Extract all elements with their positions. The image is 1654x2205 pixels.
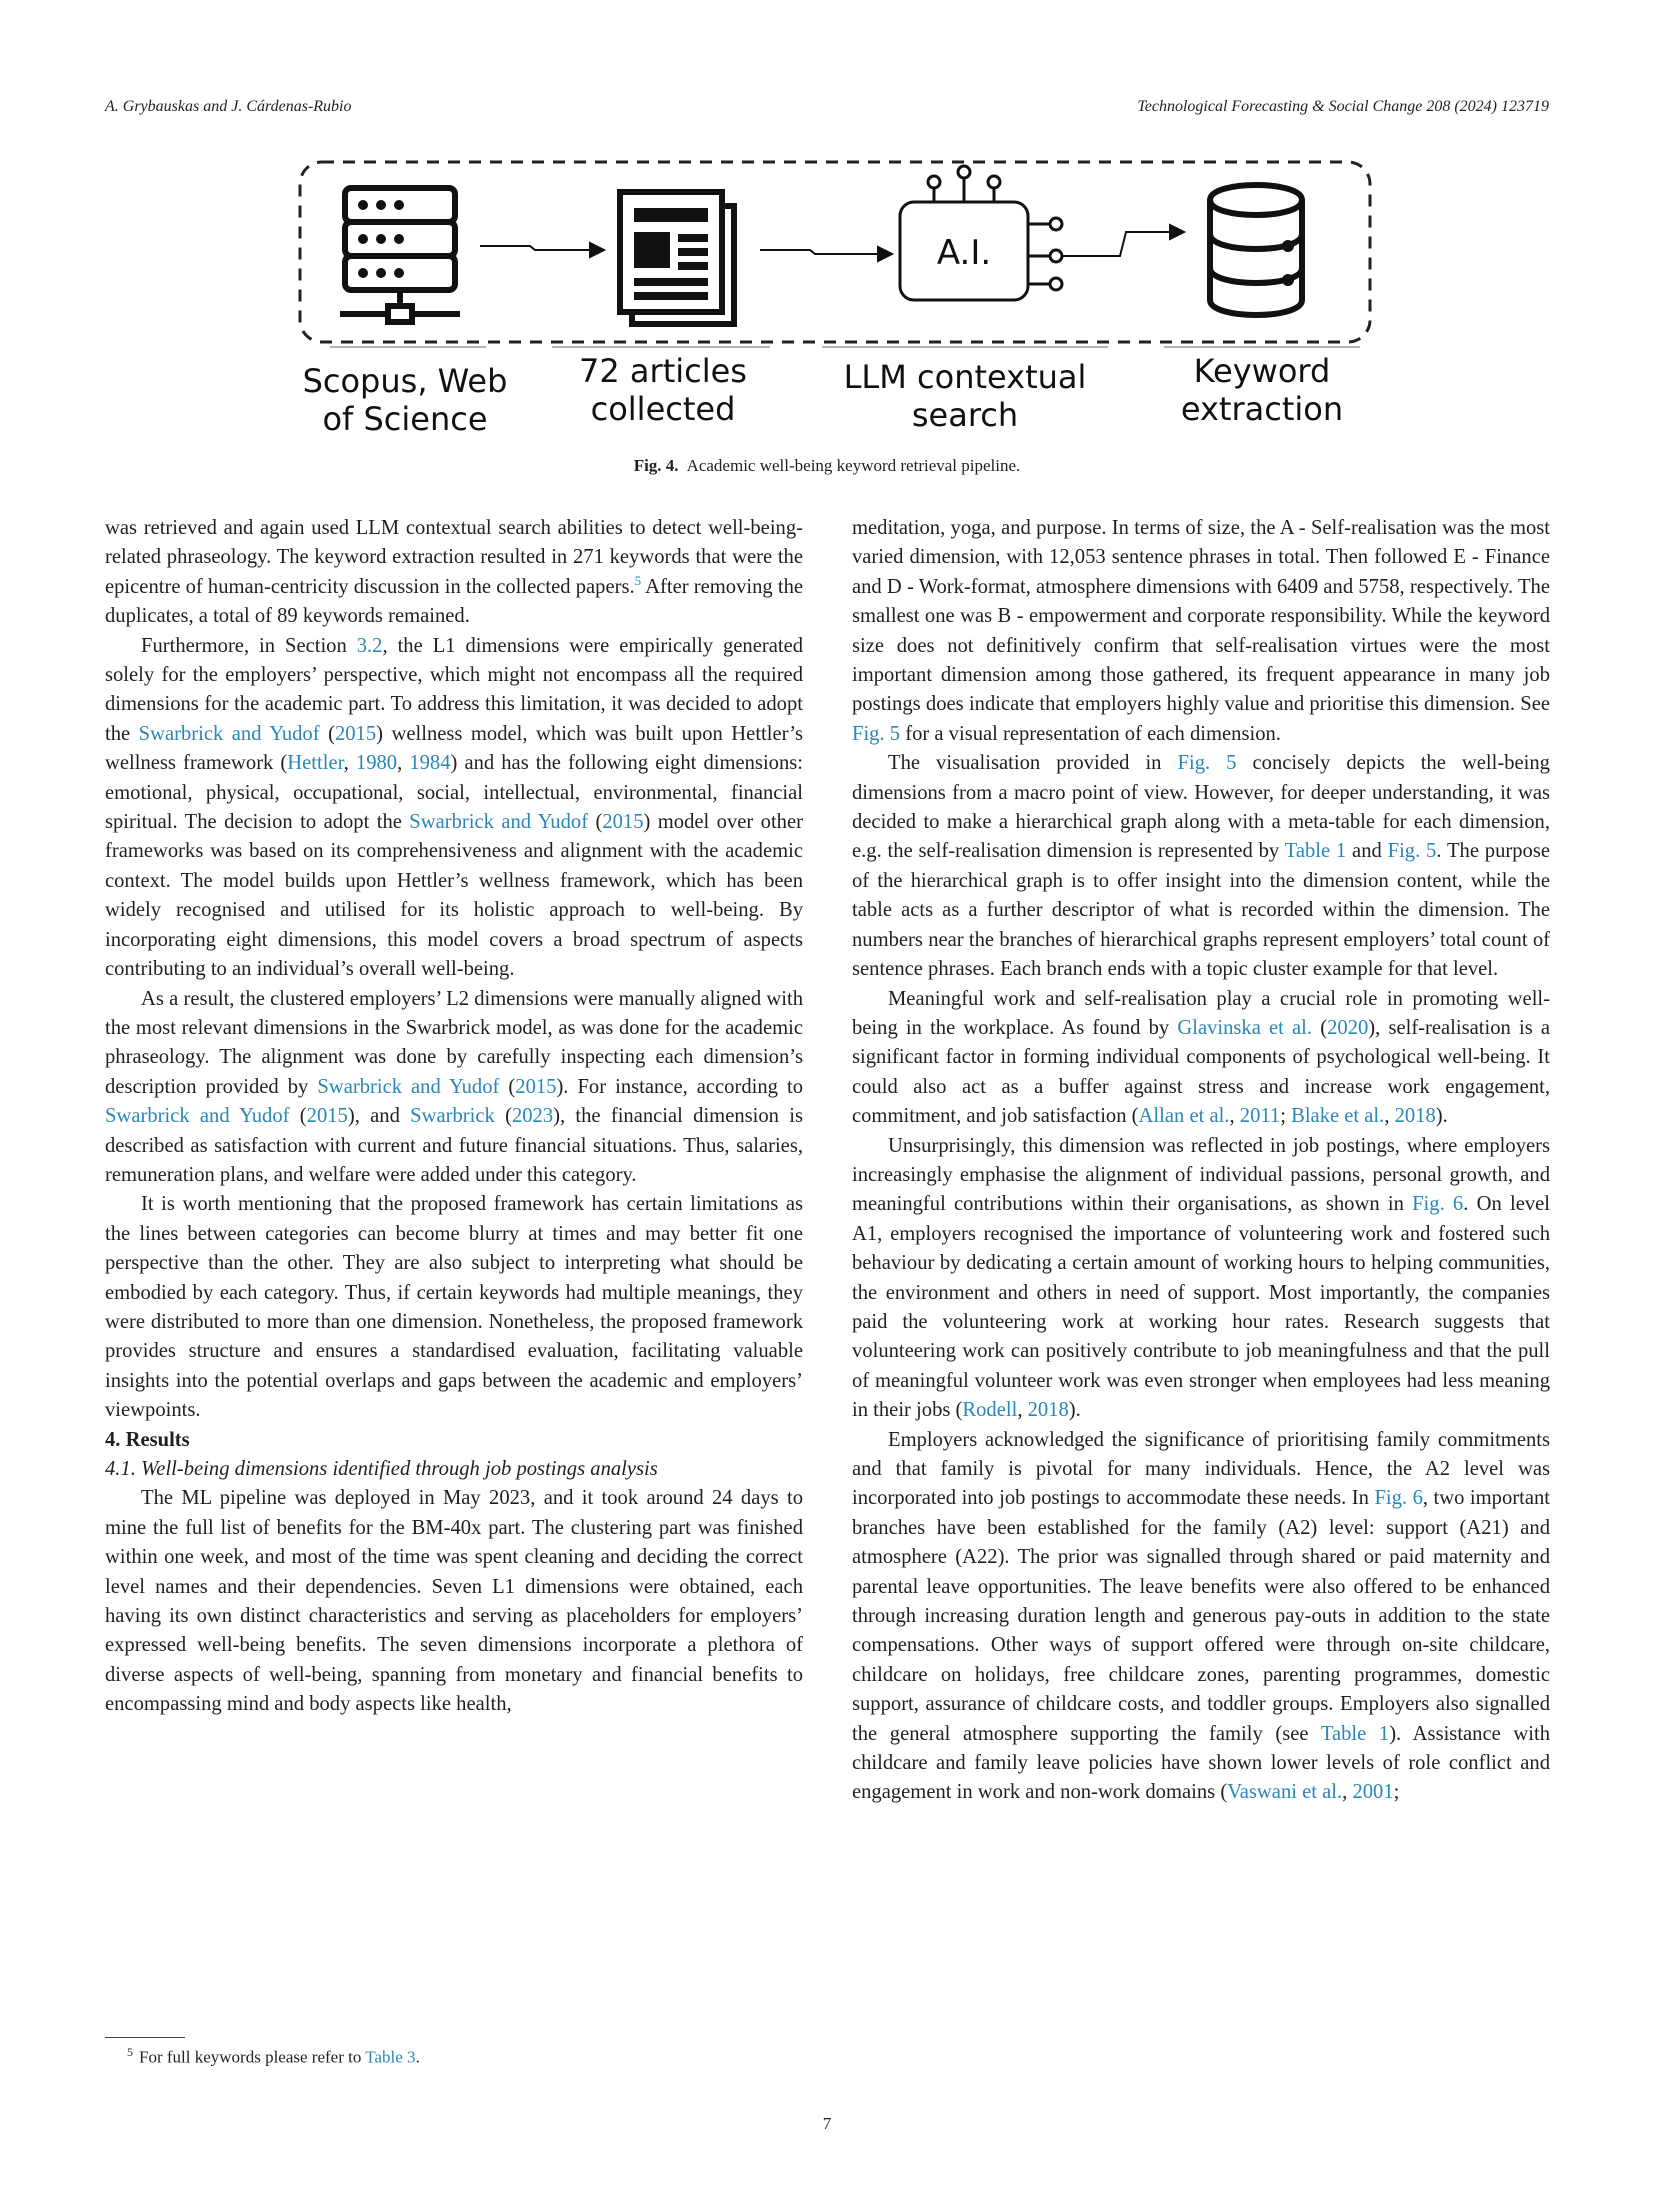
figure-link[interactable]: Fig. 5 — [852, 722, 901, 745]
citation-link[interactable]: 2015 — [602, 811, 644, 834]
footnote-rule — [105, 2037, 185, 2038]
citation-link[interactable]: 2011 — [1239, 1105, 1281, 1128]
arrow-2 — [760, 247, 892, 261]
citation-link[interactable]: 2015 — [334, 722, 377, 745]
paragraph: The visualisation provided in Fig. 5 concisely depicts the well-being dimensions from a macro point of view. However, for deeper understanding, it was decided to make a hierarchical graph along with a meta-table for each dimension, e.g. the self-realisation dimension is represented by Table 1 and Fig. 5. The purpose of the hierarchical graph is to offer insight into the dimension content, while the table acts as a further descriptor of what is recorded within the dimension. The numbers near the branches of hierarchical graphs represent employers’ total count of sentence phrases. Each branch ends with a topic cluster example for that level. — [852, 752, 1550, 981]
paragraph: Meaningful work and self-realisation play a crucial role in promoting well-being in the workplace. As found by Glavinska et al. (2020), self-realisation is a significant factor in forming individual components of psychological well-being. It could also act as a buffer against stress and increase work engagement, commitment, and job satisfaction (Allan et al., 2011; Blake et al., 2018). — [852, 987, 1551, 1128]
citation-link[interactable]: Allan et al. — [1138, 1105, 1230, 1128]
footnote-marker[interactable]: 5 — [634, 572, 642, 588]
citation-link[interactable]: 2020 — [1327, 1016, 1369, 1039]
citation-link[interactable]: 2018 — [1394, 1105, 1436, 1128]
citation-link[interactable]: Glavinska et al. — [1177, 1016, 1313, 1039]
paragraph: The ML pipeline was deployed in May 2023, and it took around 24 days to mine the full list of benefits for the BM-40x part. The clustering part was finished within one week, and most of the time was spent cleaning and deciding the correct level names and their dependencies. Seven L1 dimensions were obtained, each having its own distinct characteristics and serving as placeholders for employers’ expressed well-being benefits. The seven dimensions incorporate a plethora of diverse aspects of well-being, spanning from monetary and financial benefits to encompassing mind and body aspects like health, — [105, 1487, 803, 1716]
figure-label-sources: Scopus, Web of Science — [302, 362, 508, 438]
footnote: $^5$ For full keywords please refer to Table 3. — [127, 2045, 420, 2067]
figure-caption-text: Academic well-being keyword retrieval pipeline. — [686, 456, 1021, 475]
citation-link[interactable]: Swarbrick and Yudof — [105, 1105, 290, 1128]
citation-link[interactable]: 2023 — [511, 1105, 554, 1128]
ai-chip-icon — [900, 166, 1062, 300]
figure-label-keywords: Keyword extraction — [1180, 352, 1344, 428]
table-link[interactable]: Table 1 — [1284, 840, 1347, 863]
arrow-1 — [480, 243, 604, 257]
section-link[interactable]: 3.2 — [356, 634, 383, 657]
citation-link[interactable]: Rodell — [962, 1399, 1018, 1422]
citation-link[interactable]: Swarbrick — [410, 1105, 495, 1128]
running-header-authors: A. Grybauskas and J. Cárdenas-Rubio — [105, 98, 352, 115]
database-icon — [1210, 185, 1302, 315]
citation-link[interactable]: 1984 — [409, 752, 451, 775]
right-column — [852, 514, 1550, 1808]
newspaper-icon — [620, 192, 734, 324]
figure-divider-2 — [552, 346, 770, 348]
citation-link[interactable]: 2015 — [306, 1105, 348, 1128]
arrow-3 — [1062, 225, 1184, 256]
figure-divider-1 — [330, 346, 486, 348]
subsection-heading: 4.1. Well-being dimensions identified through job postings analysis — [105, 1458, 658, 1480]
citation-link[interactable]: 2015 — [515, 1075, 557, 1098]
paragraph: Furthermore, in Section 3.2, the L1 dimensions were empirically generated solely for the employers’ perspective, which might not encompass all the required dimensions for the academic part. To address this limitation, it was decided to adopt the Swarbrick and Yudof (2015) wellness model, which was built upon Hettler’s wellness framework (Hettler, 1980, 1984) and has the following eight dimensions: emotional, physical, occupational, social, intellectual, environmental, financial spiritual. The decision to adopt the Swarbrick and Yudof (2015) model over other frameworks was based on its comprehensiveness and alignment with the academic context. The model builds upon Hettler’s wellness framework, which has been widely recognised and utilised for its holistic approach to well-being. By incorporating eight dimensions, this model covers a broad spectrum of aspects contributing to an individual’s overall well-being. — [105, 634, 804, 981]
citation-link[interactable]: Hettler — [287, 752, 344, 775]
paragraph: It is worth mentioning that the proposed framework has certain limitations as the lines between categories can become blurry at times and may better fit one perspective than the other. They are also subject to interpreting what should be embodied by each category. Thus, if certain keywords had multiple meanings, they were distributed to more than one dimension. Nonetheless, the proposed framework provides structure and ensures a standardised evaluation, facilitating valuable insights into the potential overlaps and gaps between the academic and employers’ viewpoints. — [105, 1193, 803, 1422]
paragraph: Employers acknowledged the significance of prioritising family commitments and that family is pivotal for many individuals. Hence, the A2 level was incorporated into job postings to accommodate these needs. In Fig. 6, two important branches have been established for the family (A2) level: support (A21) and atmosphere (A22). The prior was signalled through shared or paid maternity and parental leave opportunities. The leave benefits were also offered to be enhanced through increasing duration length and generous pay-outs in addition to the state compensations. Other ways of support offered were through on-site childcare, childcare on holidays, free childcare zones, parenting programmes, domestic support, assurance of childcare costs, and toddler groups. Employers also signalled the general atmosphere supporting the family (see Table 1). Assistance with childcare and family leave policies have shown lower levels of role conflict and engagement in work and non-work domains (Vaswani et al., 2001; — [852, 1428, 1550, 1804]
citation-link[interactable]: Blake et al. — [1291, 1105, 1385, 1128]
paragraph: was retrieved and again used LLM contextual search abilities to detect well-being-related phraseology. The keyword extraction resulted in 271 keywords that were the epicentre of human-centricity discussion in the collected papers.$^5$ After removing the duplicates, a total of 89 keywords remained. — [105, 517, 804, 628]
figure-caption-label: Fig. 4. — [633, 456, 679, 475]
figure-caption — [0, 456, 1654, 476]
footnote-text: For full keywords please refer to — [139, 2047, 366, 2067]
citation-link[interactable]: Swarbrick and Yudof — [317, 1075, 500, 1098]
citation-link[interactable]: Swarbrick and Yudof — [409, 811, 589, 834]
figure-link[interactable]: Fig. 6 — [1412, 1193, 1464, 1216]
citation-link[interactable]: 2001 — [1352, 1781, 1394, 1804]
paragraph: As a result, the clustered employers’ L2 dimensions were manually aligned with the most relevant dimensions in the Swarbrick model, as was done for the academic phraseology. The alignment was done by carefully inspecting each dimension’s description provided by Swarbrick and Yudof (2015). For instance, according to Swarbrick and Yudof (2015), and Swarbrick (2023), the financial dimension is described as satisfaction with current and future financial situations. Thus, salaries, remuneration plans, and welfare were added under this category. — [105, 987, 803, 1186]
figure-link[interactable]: Fig. 5 — [1387, 840, 1437, 863]
citation-link[interactable]: Vaswani et al. — [1227, 1781, 1343, 1804]
citation-link[interactable]: 2018 — [1027, 1399, 1069, 1422]
table-link[interactable]: Table 1 — [1320, 1722, 1390, 1745]
running-header-journal: Technological Forecasting & Social Change 208 (2024) 123719 — [1137, 98, 1549, 115]
pipeline-figure — [290, 150, 1380, 450]
section-heading: 4. Results — [105, 1428, 190, 1451]
paragraph: meditation, yoga, and purpose. In terms of size, the A - Self-realisation was the most varied dimension, with 12,053 sentence phrases in total. Then followed E - Finance and D - Work-format, atmosphere dimensions with 6409 and 5758, respectively. The smallest one was B - empowerment and corporate responsibility. While the keyword size does not definitively confirm that self-realisation virtues were the most important dimension among those gathered, its frequent appearance in many job postings does indicate that employers highly value and prioritise this dimension. See Fig. 5 for a visual representation of each dimension. — [852, 517, 1550, 745]
left-column — [105, 514, 803, 1720]
page-number: 7 — [822, 2114, 832, 2133]
server-icon — [340, 188, 460, 322]
figure-label-llm: LLM contextual search — [843, 358, 1087, 434]
figure-link[interactable]: Fig. 6 — [1374, 1487, 1423, 1510]
figure-link[interactable]: Fig. 5 — [1177, 752, 1237, 775]
figure-divider-4 — [1164, 346, 1360, 348]
figure-label-articles: 72 articles collected — [579, 352, 747, 428]
citation-link[interactable]: 1980 — [355, 752, 398, 775]
figure-divider-3 — [822, 346, 1108, 348]
table-link[interactable]: Table 3 — [365, 2047, 416, 2067]
citation-link[interactable]: Swarbrick and Yudof — [138, 722, 320, 745]
ai-chip-label: A.I. — [936, 233, 992, 273]
paragraph: Unsurprisingly, this dimension was reflected in job postings, where employers increasingly emphasise the alignment of individual passions, personal growth, and meaningful contributions within their organisations, as shown in Fig. 6. On level A1, employers recognised the importance of volunteering work and fostered such behaviour by dedicating a certain amount of working hours to helping communities, the environment and others in need of support. Most importantly, the companies paid the volunteering work at working hour rates. Research suggests that volunteering work can positively contribute to job meaningfulness and that the pull of meaningful volunteer work was even stronger when employees had less meaning in their jobs (Rodell, 2018). — [852, 1134, 1550, 1422]
footnote-number: 5 — [127, 2045, 133, 2059]
